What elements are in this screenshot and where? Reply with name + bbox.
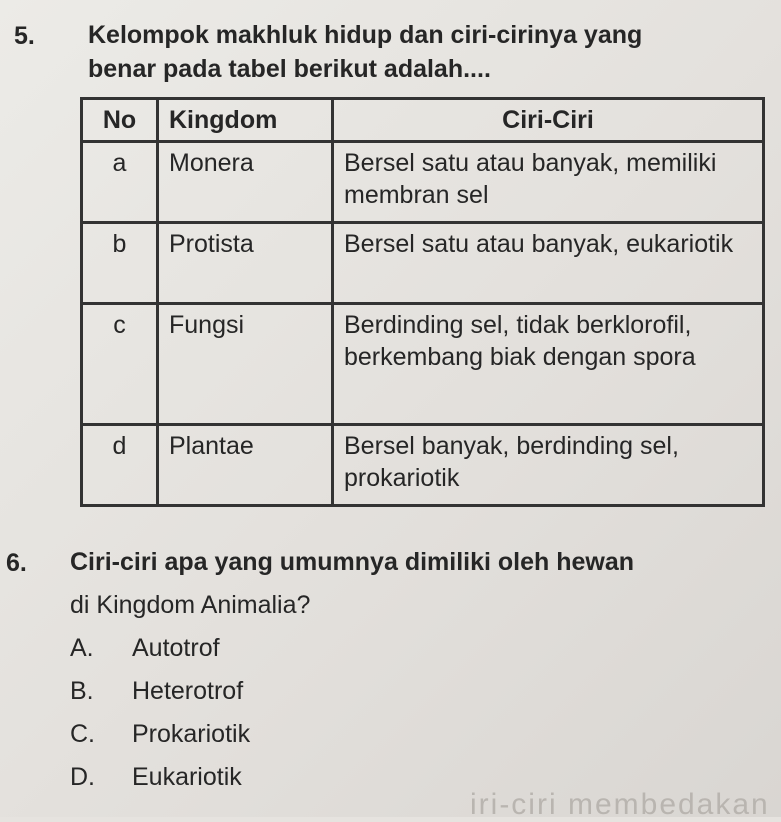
question-6-number: 6. (6, 549, 27, 577)
row-kingdom: Protista (158, 223, 333, 304)
header-kingdom: Kingdom (158, 99, 333, 142)
option-letter: C. (70, 720, 95, 748)
row-ciri: Berdinding sel, tidak berklorofil, berkembang biak dengan spora (333, 304, 764, 425)
question-5-line-1: Kelompok makhluk hidup dan ciri-cirinya yang (88, 21, 643, 49)
table-row (82, 425, 764, 506)
kingdom-table (80, 97, 765, 507)
row-no: d (82, 425, 158, 506)
question-6-line-1: Ciri-ciri apa yang umumnya dimiliki oleh hewan (70, 548, 635, 576)
row-ciri: Bersel satu atau banyak, memiliki membran sel (333, 142, 764, 223)
option-letter: B. (70, 677, 94, 705)
option-a[interactable] (70, 631, 220, 665)
option-letter: A. (70, 634, 94, 662)
option-b[interactable] (70, 674, 243, 708)
row-kingdom: Fungsi (158, 304, 333, 425)
bottom-partial-text: iri-ciri membedakan (470, 788, 770, 821)
question-5-number: 5. (14, 22, 35, 50)
question-5-text (88, 18, 778, 86)
option-c[interactable] (70, 717, 250, 751)
row-kingdom: Plantae (158, 425, 333, 506)
table-row (82, 223, 764, 304)
row-ciri: Bersel banyak, berdinding sel, prokariotik (333, 425, 764, 506)
row-no: a (82, 142, 158, 223)
question-6-text (70, 545, 780, 579)
header-ciri: Ciri-Ciri (333, 99, 764, 142)
row-ciri: Bersel satu atau banyak, eukariotik (333, 223, 764, 304)
option-d[interactable] (70, 760, 242, 794)
table-header-row (82, 99, 764, 142)
option-text: Eukariotik (132, 763, 242, 791)
header-no: No (82, 99, 158, 142)
row-no: c (82, 304, 158, 425)
table-row (82, 304, 764, 425)
option-letter: D. (70, 763, 95, 791)
table-row (82, 142, 764, 223)
row-no: b (82, 223, 158, 304)
option-text: Autotrof (132, 634, 220, 662)
question-6-line-2: di Kingdom Animalia? (70, 591, 311, 619)
option-text: Heterotrof (132, 677, 244, 705)
question-5-line-2: benar pada tabel berikut adalah.... (88, 55, 491, 83)
option-text: Prokariotik (132, 720, 251, 748)
row-kingdom: Monera (158, 142, 333, 223)
